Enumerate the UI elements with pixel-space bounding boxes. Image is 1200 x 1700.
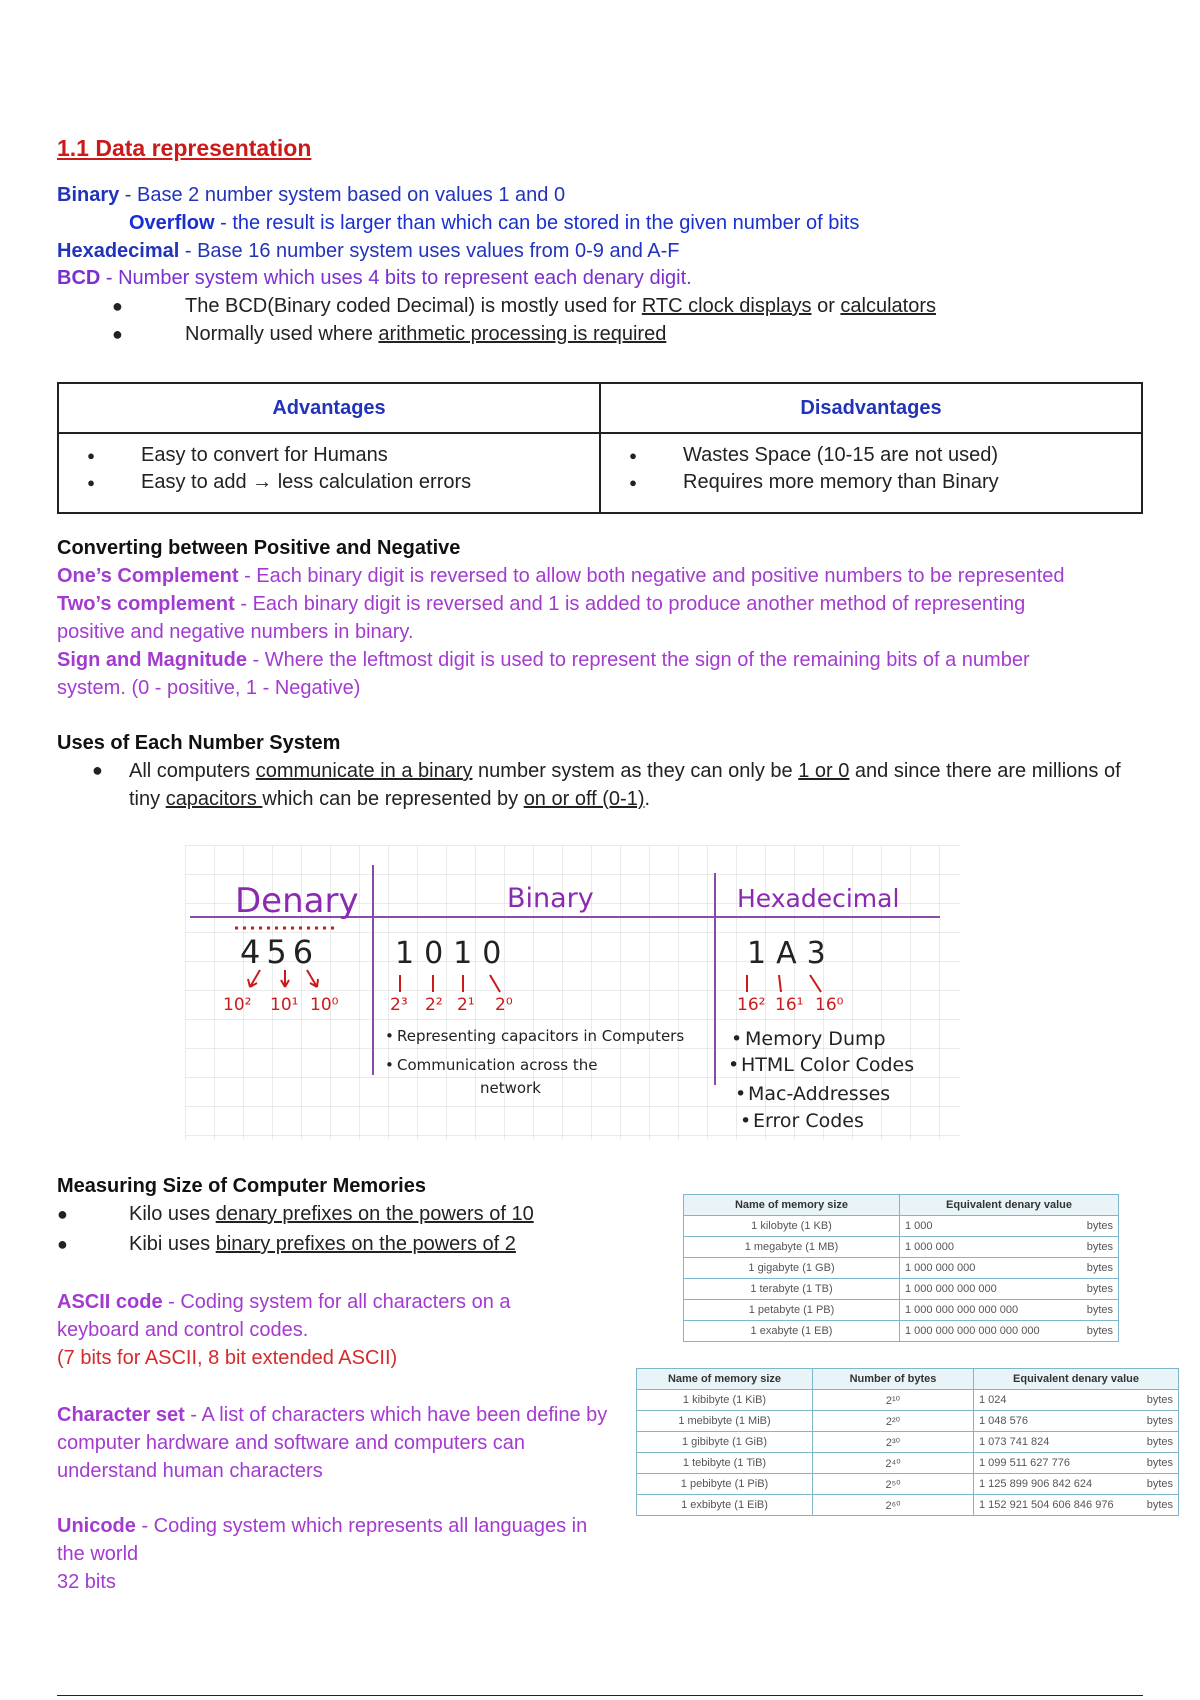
hex-power: 16¹ xyxy=(775,995,804,1015)
uses-text-1: All computers xyxy=(129,760,256,782)
charset-term: Character set xyxy=(57,1404,185,1426)
value: 1 000 000 000 000 000 xyxy=(905,1304,1019,1316)
bcd-b2-text: Normally used where xyxy=(185,323,379,345)
table-cell xyxy=(900,1258,1119,1279)
table-row xyxy=(684,1258,1119,1279)
uses-heading: Uses of Each Number System xyxy=(57,732,341,754)
hexadecimal-def: - Base 16 number system uses values from 0-9 and A-F xyxy=(179,240,680,262)
unit: bytes xyxy=(1146,1394,1173,1406)
table-cell: 1 gibibyte (1 GiB) xyxy=(637,1432,813,1453)
bcd-bullet-1 xyxy=(185,292,936,320)
value: 1 000 000 xyxy=(905,1241,954,1253)
ascii-note: (7 bits for ASCII, 8 bit extended ASCII) xyxy=(57,1347,398,1369)
bcd-b1-underline-1: RTC clock displays xyxy=(641,295,812,317)
disadvantage-item: ● Requires more memory than Binary xyxy=(601,469,1141,496)
binary-use: network xyxy=(480,1079,541,1097)
table-cell: 2³⁰ xyxy=(813,1432,974,1453)
binary-def: - Base 2 number system based on values 1 and 0 xyxy=(119,184,566,206)
overflow-def: - the result is larger than which can be stored in the given number of bits xyxy=(214,212,860,234)
unit: bytes xyxy=(1146,1436,1173,1448)
table-cell: 1 mebibyte (1 MiB) xyxy=(637,1411,813,1432)
unit: bytes xyxy=(1086,1283,1113,1295)
table-cell xyxy=(974,1411,1179,1432)
value: 1 152 921 504 606 846 976 xyxy=(979,1499,1114,1511)
ascii-term: ASCII code xyxy=(57,1291,163,1313)
table-row xyxy=(637,1411,1179,1432)
uses-underline-3: capacitors xyxy=(165,788,263,810)
table-cell xyxy=(900,1279,1119,1300)
advantages-header: Advantages xyxy=(58,383,600,433)
unit: bytes xyxy=(1086,1304,1113,1316)
denary-heading: Denary xyxy=(235,881,359,921)
value: 1 000 xyxy=(905,1220,933,1232)
bullet-icon: ● xyxy=(57,1234,68,1254)
page-title: 1.1 Data representation xyxy=(57,135,312,161)
footer-divider xyxy=(57,1695,1143,1696)
advantages-table xyxy=(57,382,1143,514)
value: 1 073 741 824 xyxy=(979,1436,1050,1448)
bullet-icon: ● xyxy=(57,1204,68,1224)
bullet-icon: ● xyxy=(112,324,123,344)
table-cell xyxy=(974,1474,1179,1495)
hex-power: 16⁰ xyxy=(815,995,844,1015)
table-cell xyxy=(974,1432,1179,1453)
unit: bytes xyxy=(1146,1415,1173,1427)
table-cell: 1 kibibyte (1 KiB) xyxy=(637,1390,813,1411)
unicode-term: Unicode xyxy=(57,1515,136,1537)
table-cell xyxy=(900,1300,1119,1321)
unicode-bits: 32 bits xyxy=(57,1571,116,1593)
binary-use: Communication across the xyxy=(397,1056,598,1074)
hexadecimal-term: Hexadecimal xyxy=(57,240,180,262)
table-cell: 1 kilobyte (1 KB) xyxy=(684,1216,900,1237)
hex-use: Error Codes xyxy=(753,1110,864,1132)
advantage-item: ● Easy to add → less calculation errors xyxy=(59,469,599,496)
table-header: Name of memory size xyxy=(637,1369,813,1390)
table-cell: 2⁵⁰ xyxy=(813,1474,974,1495)
uses-text-4: which can be represented by xyxy=(262,788,524,810)
memories-bullet-2 xyxy=(129,1230,516,1258)
table-cell xyxy=(974,1495,1179,1516)
hex-value: 1A3 xyxy=(747,936,836,971)
table-cell: 2⁶⁰ xyxy=(813,1495,974,1516)
hex-power: 16² xyxy=(737,995,766,1015)
disadvantage-item: ● Wastes Space (10-15 are not used) xyxy=(601,442,1141,469)
converting-heading: Converting between Positive and Negative xyxy=(57,537,461,559)
hex-use-bullet: • xyxy=(728,1054,740,1076)
value: 1 099 511 627 776 xyxy=(979,1457,1070,1469)
twos-def: - Each binary digit is reversed and 1 is added to produce another method of representing positive and negative numbers in binary. xyxy=(57,593,1026,643)
unit: bytes xyxy=(1146,1478,1173,1490)
binary-power: 2⁰ xyxy=(495,995,513,1015)
table-header: Equivalent denary value xyxy=(900,1195,1119,1216)
unicode-def: - Coding system which represents all languages in the world xyxy=(57,1515,588,1565)
denary-power: 10² xyxy=(223,995,252,1015)
ascii-def: - Coding system for all characters on a keyboard and control codes. xyxy=(57,1291,511,1341)
table-cell: 1 petabyte (1 PB) xyxy=(684,1300,900,1321)
binary-heading: Binary xyxy=(507,883,594,914)
unit: bytes xyxy=(1146,1457,1173,1469)
binary-use: Representing capacitors in Computers xyxy=(397,1027,685,1045)
hex-use: Memory Dump xyxy=(745,1028,886,1050)
table-row xyxy=(684,1321,1119,1342)
memories-b2-underline: binary prefixes on the powers of 2 xyxy=(215,1233,516,1255)
table-cell: 1 exabyte (1 EB) xyxy=(684,1321,900,1342)
bullet-icon: ● xyxy=(112,296,123,316)
unit: bytes xyxy=(1146,1499,1173,1511)
table-cell xyxy=(900,1216,1119,1237)
bcd-bullet-2 xyxy=(185,320,666,348)
charset-definition xyxy=(57,1401,617,1485)
hex-use: HTML Color Codes xyxy=(741,1054,915,1076)
uses-underline-1: communicate in a binary xyxy=(255,760,473,782)
memories-b2-text: Kibi uses xyxy=(129,1233,216,1255)
table-cell xyxy=(974,1390,1179,1411)
advantages-cell xyxy=(58,433,600,513)
table-row xyxy=(684,1237,1119,1258)
disadvantages-cell xyxy=(600,433,1142,513)
uses-text-2: number system as they can only be xyxy=(472,760,799,782)
binary-power: 2³ xyxy=(390,995,408,1015)
table-row xyxy=(637,1453,1179,1474)
memories-b1-text: Kilo uses xyxy=(129,1203,216,1225)
value: 1 048 576 xyxy=(979,1415,1028,1427)
ones-def: - Each binary digit is reversed to allow both negative and positive numbers to be represented xyxy=(238,565,1065,587)
memories-b1-underline: denary prefixes on the powers of 10 xyxy=(215,1203,534,1225)
value: 1 125 899 906 842 624 xyxy=(979,1478,1093,1490)
denary-power: 10⁰ xyxy=(310,995,339,1015)
table-row xyxy=(637,1495,1179,1516)
advantage-item: ● Easy to convert for Humans xyxy=(59,442,599,469)
table-cell xyxy=(900,1237,1119,1258)
value: 1 000 000 000 000 xyxy=(905,1283,997,1295)
table-row xyxy=(637,1474,1179,1495)
uses-text-3: and since there are millions of tiny xyxy=(129,760,1121,810)
table-cell: 1 megabyte (1 MB) xyxy=(684,1237,900,1258)
table-cell: 2⁴⁰ xyxy=(813,1453,974,1474)
unit: bytes xyxy=(1086,1220,1113,1232)
table-cell: 1 gigabyte (1 GB) xyxy=(684,1258,900,1279)
table-header: Number of bytes xyxy=(813,1369,974,1390)
binary-term: Binary xyxy=(57,184,120,206)
table-cell: 1 pebibyte (1 PiB) xyxy=(637,1474,813,1495)
binary-definition xyxy=(57,181,565,209)
binary-power: 2¹ xyxy=(457,995,475,1015)
hex-use-bullet: • xyxy=(740,1110,752,1132)
ones-term: One’s Complement xyxy=(57,565,239,587)
value: 1 000 000 000 000 000 000 xyxy=(905,1325,1040,1337)
bcd-def: - Number system which uses 4 bits to represent each denary digit. xyxy=(100,267,692,289)
bcd-b2-underline: arithmetic processing is required xyxy=(378,323,667,345)
charset-def: - A list of characters which have been define by computer hardware and software and computers can understand human characters xyxy=(57,1404,608,1482)
bcd-definition xyxy=(57,264,692,292)
disadvantages-header: Disadvantages xyxy=(600,383,1142,433)
bcd-term: BCD xyxy=(57,267,101,289)
denary-power: 10¹ xyxy=(270,995,299,1015)
uses-paragraph xyxy=(129,757,1129,813)
table-row xyxy=(684,1300,1119,1321)
table-cell: 2¹⁰ xyxy=(813,1390,974,1411)
ascii-definition xyxy=(57,1288,577,1344)
hexadecimal-heading: Hexadecimal xyxy=(737,884,900,913)
table-row xyxy=(637,1390,1179,1411)
table-cell: 1 tebibyte (1 TiB) xyxy=(637,1453,813,1474)
bullet-icon: ● xyxy=(92,760,103,780)
binary-prefix-table xyxy=(636,1368,1179,1516)
value: 1 000 000 000 xyxy=(905,1262,976,1274)
memories-bullet-1 xyxy=(129,1200,534,1228)
denary-prefix-table xyxy=(683,1194,1119,1342)
bcd-b1-mid: or xyxy=(811,295,841,317)
binary-use-bullet: • xyxy=(385,1056,394,1074)
binary-use-bullet: • xyxy=(385,1027,394,1045)
overflow-definition xyxy=(129,209,859,237)
hex-use-bullet: • xyxy=(735,1083,747,1105)
table-header: Name of memory size xyxy=(684,1195,900,1216)
table-row xyxy=(684,1216,1119,1237)
table-row xyxy=(684,1279,1119,1300)
binary-value: 1010 xyxy=(395,936,512,971)
unit: bytes xyxy=(1086,1262,1113,1274)
number-systems-notes-image xyxy=(185,845,960,1140)
hex-use: Mac-Addresses xyxy=(748,1083,891,1105)
table-cell: 1 exbibyte (1 EiB) xyxy=(637,1495,813,1516)
denary-value: 456 xyxy=(240,933,320,971)
hexadecimal-definition xyxy=(57,237,680,265)
twos-term: Two’s complement xyxy=(57,593,235,615)
table-cell: 2²⁰ xyxy=(813,1411,974,1432)
unit: bytes xyxy=(1086,1325,1113,1337)
sign-magnitude-definition xyxy=(57,646,1097,702)
value: 1 024 xyxy=(979,1394,1007,1406)
table-row xyxy=(637,1432,1179,1453)
uses-text-5: . xyxy=(644,788,651,810)
overflow-term: Overflow xyxy=(129,212,215,234)
table-header: Equivalent denary value xyxy=(974,1369,1179,1390)
binary-power: 2² xyxy=(425,995,443,1015)
table-cell: 1 terabyte (1 TB) xyxy=(684,1279,900,1300)
memories-heading: Measuring Size of Computer Memories xyxy=(57,1175,426,1197)
table-cell xyxy=(974,1453,1179,1474)
bcd-b1-text: The BCD(Binary coded Decimal) is mostly used for xyxy=(185,295,642,317)
hex-use-bullet: • xyxy=(731,1028,743,1050)
ones-complement-definition xyxy=(57,562,1147,590)
unicode-definition xyxy=(57,1512,617,1568)
bcd-b1-underline-2: calculators xyxy=(840,295,937,317)
sign-def: - Where the leftmost digit is used to represent the sign of the remaining bits of a number system. (0 - positive, 1 - Negative) xyxy=(57,649,1030,699)
table-cell xyxy=(900,1321,1119,1342)
unit: bytes xyxy=(1086,1241,1113,1253)
uses-underline-4: on or off (0-1) xyxy=(523,788,645,810)
sign-term: Sign and Magnitude xyxy=(57,649,247,671)
twos-complement-definition xyxy=(57,590,1097,646)
uses-underline-2: 1 or 0 xyxy=(798,760,850,782)
